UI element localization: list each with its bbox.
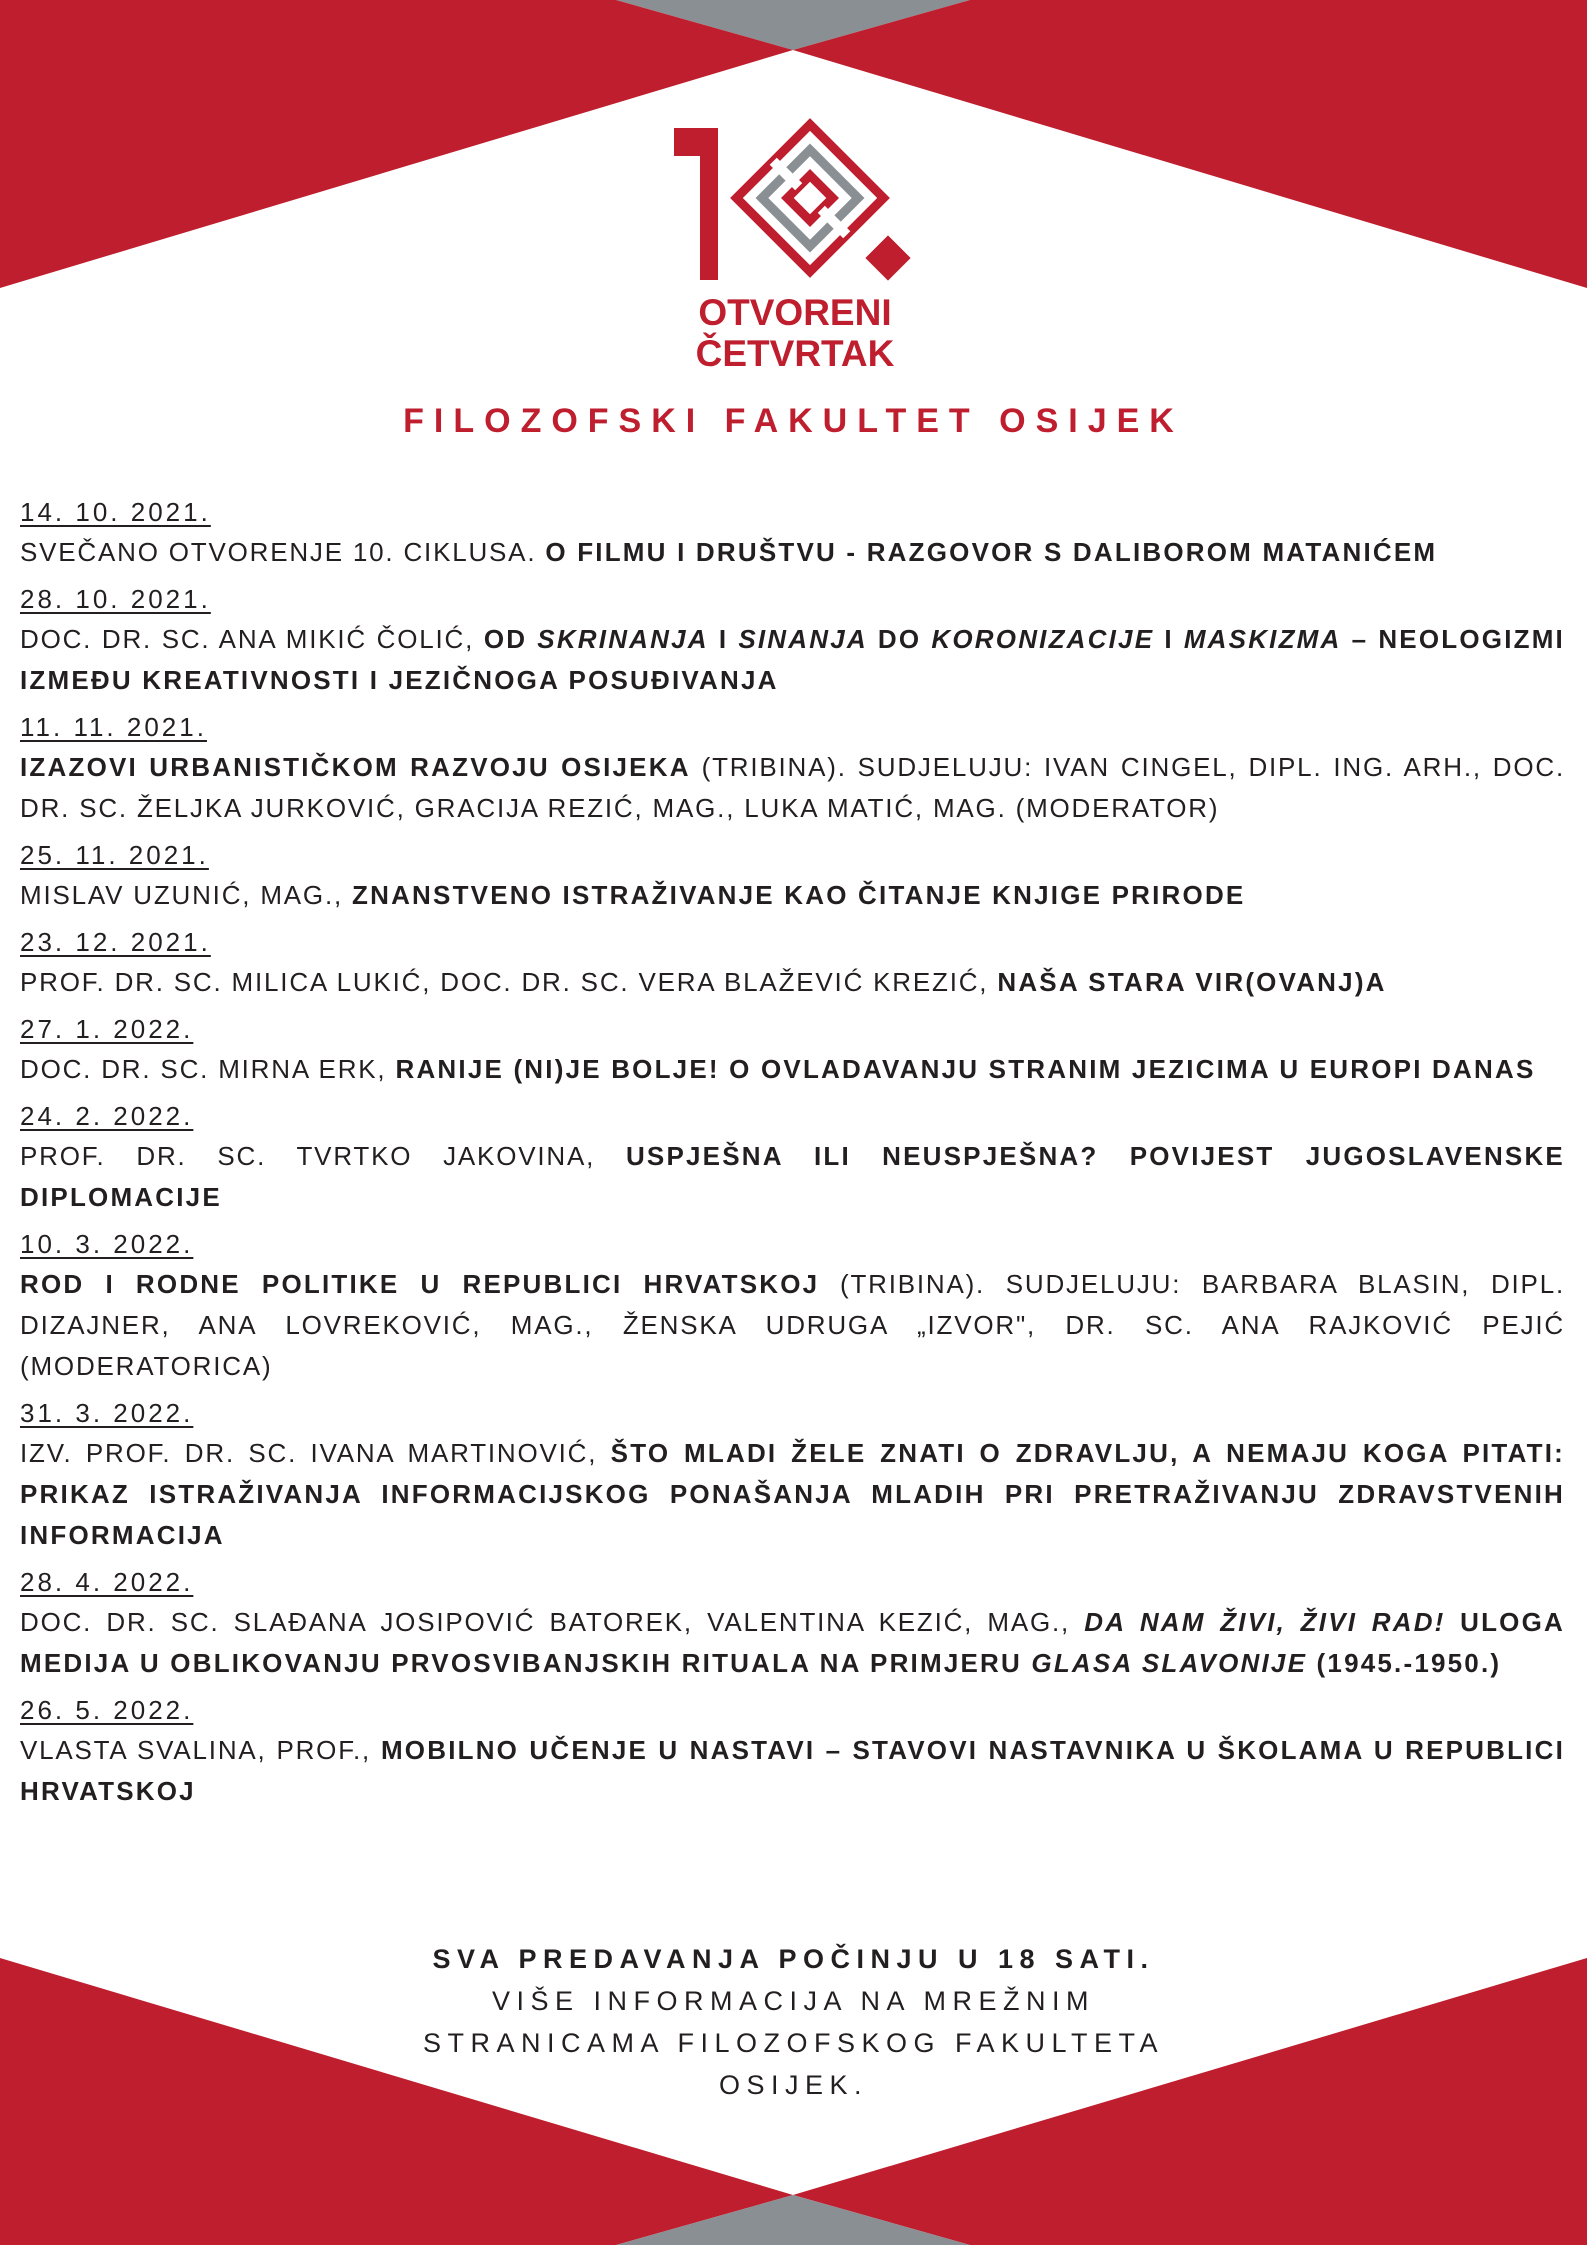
event-title-part: IZAZOVI URBANISTIČKOM RAZVOJU OSIJEKA [20,752,691,782]
logo-line-2: ČETVRTAK [695,333,895,374]
event-description [20,619,1565,701]
event-item [20,1562,1565,1684]
event-title-part: ROD I RODNE POLITIKE U REPUBLICI HRVATSKOJ [20,1269,820,1299]
event-title-part: I [708,624,739,654]
event-title-part: – NEOLOGIZMI IZMEĐU KREATIVNOSTI I JEZIČNOGA POSUĐIVANJA [20,624,1565,695]
event-description [20,1602,1565,1684]
logo-line-1: OTVORENI [698,292,892,333]
logo-10-icon [660,118,940,298]
event-item [20,1690,1565,1812]
footer [0,1938,1587,2106]
event-item [20,1009,1565,1090]
event-title-part: DO [867,624,932,654]
footer-start-time: SVA PREDAVANJA POČINJU U 18 SATI. [432,1944,1155,1974]
event-title-part: MASKIZMA [1183,624,1342,654]
event-title-part: ŠTO MLADI ŽELE ZNATI O ZDRAVLJU, A NEMAJU KOGA PITATI: PRIKAZ ISTRAŽIVANJA INFORMACIJSKOG PONAŠANJA MLADIH PRI PRETRAŽIVANJU ZDRAVSTVENIH INFORMACIJA [20,1438,1565,1550]
event-speaker-part: DOC. DR. SC. SLAĐANA JOSIPOVIĆ BATOREK, VALENTINA KEZIĆ, MAG., [20,1607,1085,1637]
event-description [20,1049,1565,1090]
event-title-part: ULOGA MEDIJA U OBLIKOVANJU PRVOSVIBANJSKIH RITUALA NA PRIMJERU [20,1607,1565,1678]
event-item [20,922,1565,1003]
event-date: 28. 10. 2021. [20,584,211,614]
event-title-part: ZNANSTVENO ISTRAŽIVANJE KAO ČITANJE KNJIGE PRIRODE [352,880,1246,910]
event-description [20,747,1565,829]
event-date: 24. 2. 2022. [20,1101,194,1131]
event-date: 27. 1. 2022. [20,1014,194,1044]
event-item [20,1096,1565,1218]
event-item [20,707,1565,829]
event-speaker-part: PROF. DR. SC. MILICA LUKIĆ, DOC. DR. SC. VERA BLAŽEVIĆ KREZIĆ, [20,967,998,997]
event-title-part: NAŠA STARA VIR(OVANJ)A [997,967,1387,997]
event-title-part: O FILMU I DRUŠTVU - RAZGOVOR S DALIBOROM MATANIĆEM [545,537,1438,567]
event-title-part: SINANJA [738,624,868,654]
event-description [20,1136,1565,1218]
event-date: 26. 5. 2022. [20,1695,194,1725]
event-speaker-part: (TRIBINA). SUDJELUJU: BARBARA BLASIN, DIPL. DIZAJNER, ANA LOVREKOVIĆ, MAG., ŽENSKA UDRUGA „IZVOR", DR. SC. ANA RAJKOVIĆ PEJIĆ (MODERATORICA) [20,1269,1565,1381]
event-date: 14. 10. 2021. [20,497,211,527]
event-date: 28. 4. 2022. [20,1567,194,1597]
event-title-part: (1945.-1950.) [1307,1648,1502,1678]
event-title-part: MOBILNO UČENJE U NASTAVI – STAVOVI NASTAVNIKA U ŠKOLAMA U REPUBLICI HRVATSKOJ [20,1735,1566,1806]
event-speaker-part: MISLAV UZUNIĆ, MAG., [20,880,353,910]
event-title-part: USPJEŠNA ILI NEUSPJEŠNA? POVIJEST JUGOSLAVENSKE DIPLOMACIJE [20,1141,1565,1212]
logo-text [640,292,950,374]
event-description [20,875,1565,916]
event-date: 25. 11. 2021. [20,840,209,870]
event-item [20,1224,1565,1387]
event-date: 10. 3. 2022. [20,1229,194,1259]
event-description [20,1433,1565,1556]
event-speaker-part: (TRIBINA). SUDJELUJU: IVAN CINGEL, DIPL. ING. ARH., DOC. DR. SC. ŽELJKA JURKOVIĆ, GRACIJA REZIĆ, MAG., LUKA MATIĆ, MAG. (MODERATOR) [20,752,1565,823]
event-title-part: OD [483,624,538,654]
event-item [20,579,1565,701]
event-date: 11. 11. 2021. [20,712,207,742]
event-title-part: GLASA SLAVONIJE [1031,1648,1308,1678]
event-speaker-part: DOC. DR. SC. MIRNA ERK, [20,1054,396,1084]
event-title-part: DA NAM ŽIVI, ŽIVI RAD! [1084,1607,1446,1637]
footer-more-info: VIŠE INFORMACIJA NA MREŽNIM STRANICAMA FILOZOFSKOG FAKULTETA OSIJEK. [422,1986,1165,2100]
event-title-part: RANIJE (NI)JE BOLJE! O OVLADAVANJU STRANIM JEZICIMA U EUROPI DANAS [395,1054,1536,1084]
event-speaker-part: IZV. PROF. DR. SC. IVANA MARTINOVIĆ, [20,1438,611,1468]
event-description [20,532,1565,573]
event-description [20,1730,1565,1812]
events-list [20,492,1565,1818]
faculty-title: FILOZOFSKI FAKULTET OSIJEK [403,402,1184,440]
event-title-part: KORONIZACIJE [931,624,1155,654]
event-title-part: SKRINANJA [537,624,709,654]
event-speaker-part: VLASTA SVALINA, PROF., [20,1735,381,1765]
event-title-part: I [1154,624,1184,654]
event-item [20,492,1565,573]
event-speaker-part: PROF. DR. SC. TVRTKO JAKOVINA, [20,1141,626,1171]
event-speaker-part: SVEČANO OTVORENJE 10. CIKLUSA. [20,537,546,567]
event-description [20,962,1565,1003]
event-date: 31. 3. 2022. [20,1398,194,1428]
event-date: 23. 12. 2021. [20,927,211,957]
event-description [20,1264,1565,1387]
event-speaker-part: DOC. DR. SC. ANA MIKIĆ ČOLIĆ, [20,624,484,654]
event-item [20,835,1565,916]
event-item [20,1393,1565,1556]
